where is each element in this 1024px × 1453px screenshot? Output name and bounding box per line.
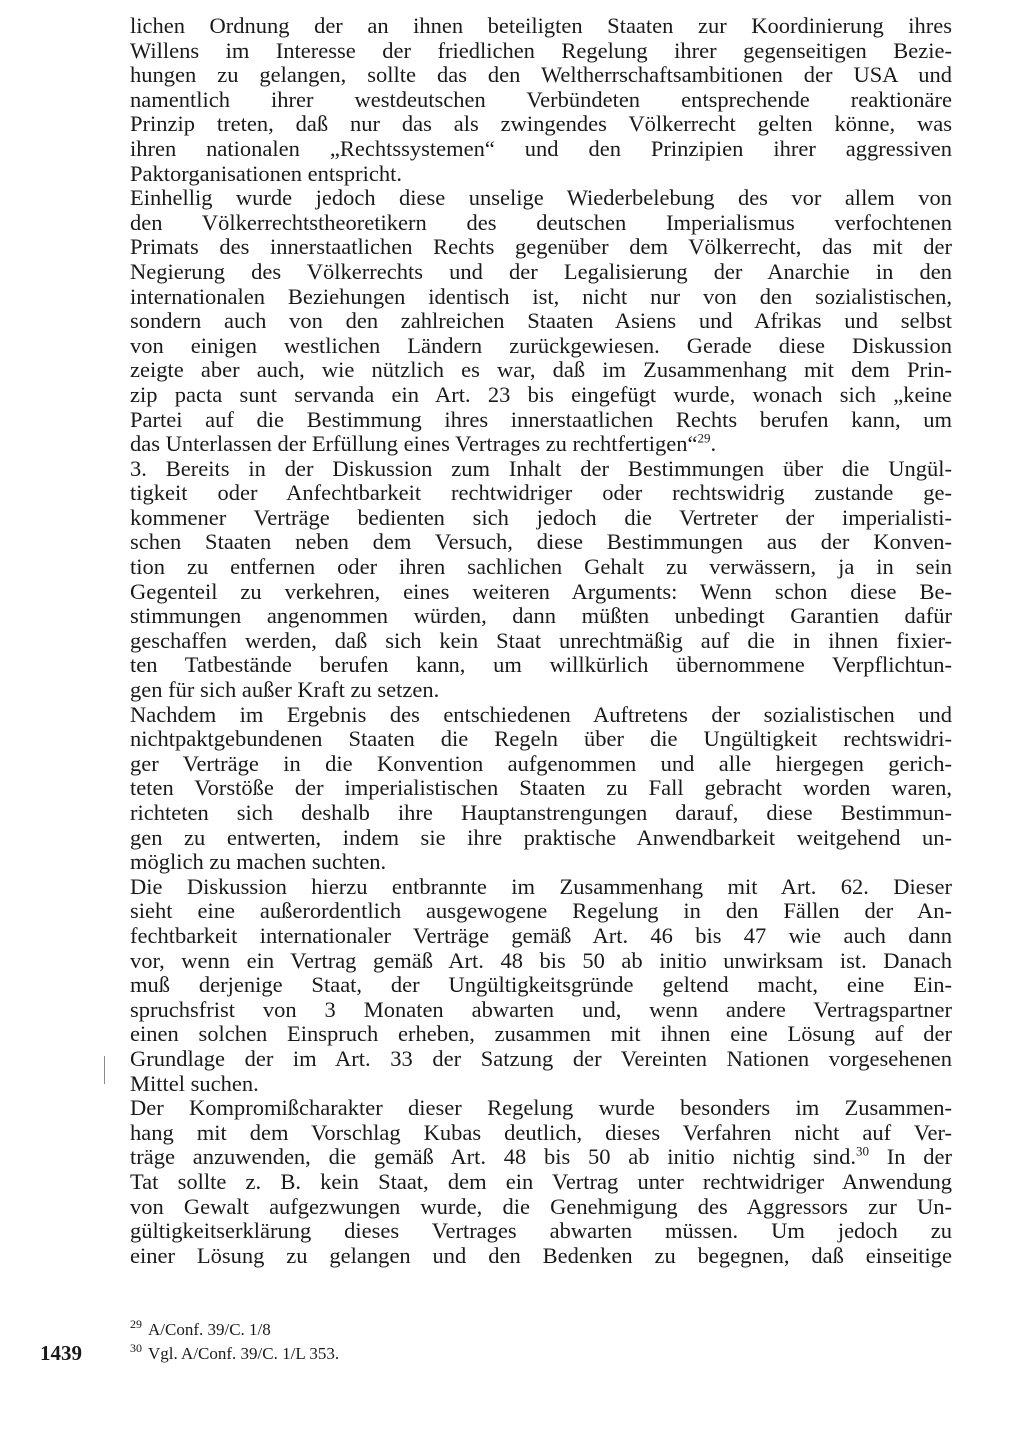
text-line: ihren nationalen „Rechtssystemen“ und den Prinzipien ihrer aggressiven (130, 135, 952, 161)
text-line: hang mit dem Vorschlag Kubas deutlich, dieses Verfahren nicht auf Ver- (130, 1119, 952, 1145)
text-line: lichen Ordnung der an ihnen beteiligten Staaten zur Koordinierung ihres (130, 13, 952, 38)
text-line: möglich zu machen suchten. (130, 849, 387, 875)
text-line: geschaffen werden, daß sich kein Staat unrechtmäßig auf die in ihnen fixier- (130, 627, 952, 653)
footnote-text: A/Conf. 39/C. 1/8 (148, 1320, 271, 1339)
text-line: sondern auch von den zahlreichen Staaten Asiens und Afrikas und selbst (130, 308, 952, 334)
text-line: das Unterlassen der Erfüllung eines Vertrages zu rechtfertigen“$^{29}$. (130, 430, 717, 457)
text-line: von einigen westlichen Ländern zurückgewiesen. Gerade diese Diskussion (130, 332, 952, 358)
text-line: Primats des innerstaatlichen Rechts gegenüber dem Völkerrecht, das mit der (130, 234, 952, 260)
text-line: Paktorganisationen entspricht. (130, 160, 403, 186)
text-line: gen für sich außer Kraft zu setzen. (130, 677, 440, 703)
text-line: einen solchen Einspruch erheben, zusammen mit ihnen eine Lösung auf der (130, 1021, 952, 1047)
text-line: schen Staaten neben dem Versuch, diese Bestimmungen aus der Konven- (130, 529, 952, 555)
text-line: Partei auf die Bestimmung ihres innerstaatlichen Rechts berufen kann, um (130, 406, 952, 432)
text-line: 3. Bereits in der Diskussion zum Inhalt der Bestimmungen über die Ungül- (130, 455, 952, 481)
text-line: zip pacta sunt servanda ein Art. 23 bis eingefügt wurde, wonach sich „keine (130, 381, 952, 407)
text-line: tion zu entfernen oder ihren sachlichen Gehalt zu verwässern, ja in sein (130, 554, 952, 580)
text-line: Prinzip treten, daß nur das als zwingendes Völkerrecht gelten könne, was (130, 111, 952, 137)
text-line: Gegenteil zu verkehren, eines weiteren Arguments: Wenn schon diese Be- (130, 578, 952, 604)
text-line: gen zu entwerten, indem sie ihre praktische Anwendbarkeit weitgehend un- (130, 824, 952, 850)
footnote-number: 30 (130, 1341, 142, 1356)
page-number: 1439 (40, 1341, 82, 1365)
footnote-29 (130, 1318, 952, 1342)
text-line: muß derjenige Staat, der Ungültigkeitsgründe geltend macht, eine Ein- (130, 972, 952, 998)
text-line: Mittel suchen. (130, 1070, 259, 1096)
text-line: nichtpaktgebundenen Staaten die Regeln über die Ungültigkeit rechtswidri- (130, 726, 952, 752)
footnote-30 (130, 1342, 952, 1366)
text-line (130, 1145, 952, 1170)
footnote-ref-30: 30 (855, 1143, 869, 1159)
text-line-content: träge anzuwenden, die gemäß Art. 48 bis 50 ab initio nichtig sind. (130, 1144, 856, 1170)
text-line: namentlich ihrer westdeutschen Verbündeten entsprechende reaktionäre (130, 86, 952, 112)
text-line: Negierung des Völkerrechts und der Legalisierung der Anarchie in den (130, 258, 952, 284)
text-line: zeigte aber auch, wie nützlich es war, daß im Zusammenhang mit dem Prin- (130, 357, 952, 383)
text-line: fechtbarkeit internationaler Verträge gemäß Art. 46 bis 47 wie auch dann (130, 922, 952, 948)
text-line: den Völkerrechtstheoretikern des deutschen Imperialismus verfochtenen (130, 209, 952, 235)
text-line: spruchsfrist von 3 Monaten abwarten und, wenn andere Vertragspartner (130, 996, 952, 1022)
text-line: internationalen Beziehungen identisch ist, nicht nur von den sozialistischen, (130, 283, 952, 309)
text-line: vor, wenn ein Vertrag gemäß Art. 48 bis 50 ab initio unwirksam ist. Danach (130, 947, 952, 973)
footnote-text: Vgl. A/Conf. 39/C. 1/L 353. (148, 1344, 340, 1363)
text-line: ten Tatbestände berufen kann, um willkürlich übernommene Verpflichtun- (130, 652, 952, 678)
margin-mark (104, 1056, 105, 1084)
text-line-tail: In der (868, 1144, 952, 1170)
text-line: teten Vorstöße der imperialistischen Staaten zu Fall gebracht worden waren, (130, 775, 952, 801)
text-line: gültigkeitserklärung dieses Vertrages abwarten müssen. Um jedoch zu (130, 1218, 952, 1244)
footnote-ref-29: 29 (697, 430, 711, 446)
text-line: richteten sich deshalb ihre Hauptanstrengungen darauf, diese Bestimmun- (130, 800, 952, 825)
text-line: Der Kompromißcharakter dieser Regelung wurde besonders im Zusammen- (130, 1095, 952, 1121)
text-line: Einhellig wurde jedoch diese unselige Wiederbelebung des vor allem von (130, 185, 952, 211)
text-line: tigkeit oder Anfechtbarkeit rechtwidriger oder rechtswidrig zustande ge- (130, 480, 952, 506)
text-line: von Gewalt aufgezwungen wurde, die Genehmigung des Aggressors zur Un- (130, 1193, 952, 1219)
text-line: hungen zu gelangen, sollte das den Weltherrschaftsambitionen der USA und (130, 62, 952, 88)
text-line: Tat sollte z. B. kein Staat, dem ein Vertrag unter rechtwidriger Anwendung (130, 1168, 952, 1194)
text-line: kommener Verträge bedienten sich jedoch die Vertreter der imperialisti- (130, 504, 952, 530)
footnote-number: 29 (130, 1317, 142, 1332)
footnotes (130, 1318, 952, 1366)
text-line: stimmungen angenommen würden, dann müßten unbedingt Garantien dafür (130, 603, 952, 629)
text-line: Nachdem im Ergebnis des entschiedenen Auftretens der sozialistischen und (130, 701, 952, 727)
text-line: einer Lösung zu gelangen und den Bedenken zu begegnen, daß einseitige (130, 1242, 952, 1268)
text-line: Willens im Interesse der friedlichen Regelung ihrer gegenseitigen Bezie- (130, 37, 952, 63)
text-line-content: das Unterlassen der Erfüllung eines Vertrages zu rechtfertigen“ (130, 431, 698, 457)
text-line: Grundlage der im Art. 33 der Satzung der Vereinten Nationen vorgesehenen (130, 1045, 952, 1071)
text-line: ger Verträge in die Konvention aufgenommen und alle hiergegen gerich- (130, 750, 952, 776)
text-line: Die Diskussion hierzu entbrannte im Zusammenhang mit Art. 62. Dieser (130, 873, 952, 899)
text-line: sieht eine außerordentlich ausgewogene Regelung in den Fällen der An- (130, 898, 952, 924)
body-text (130, 14, 952, 1268)
